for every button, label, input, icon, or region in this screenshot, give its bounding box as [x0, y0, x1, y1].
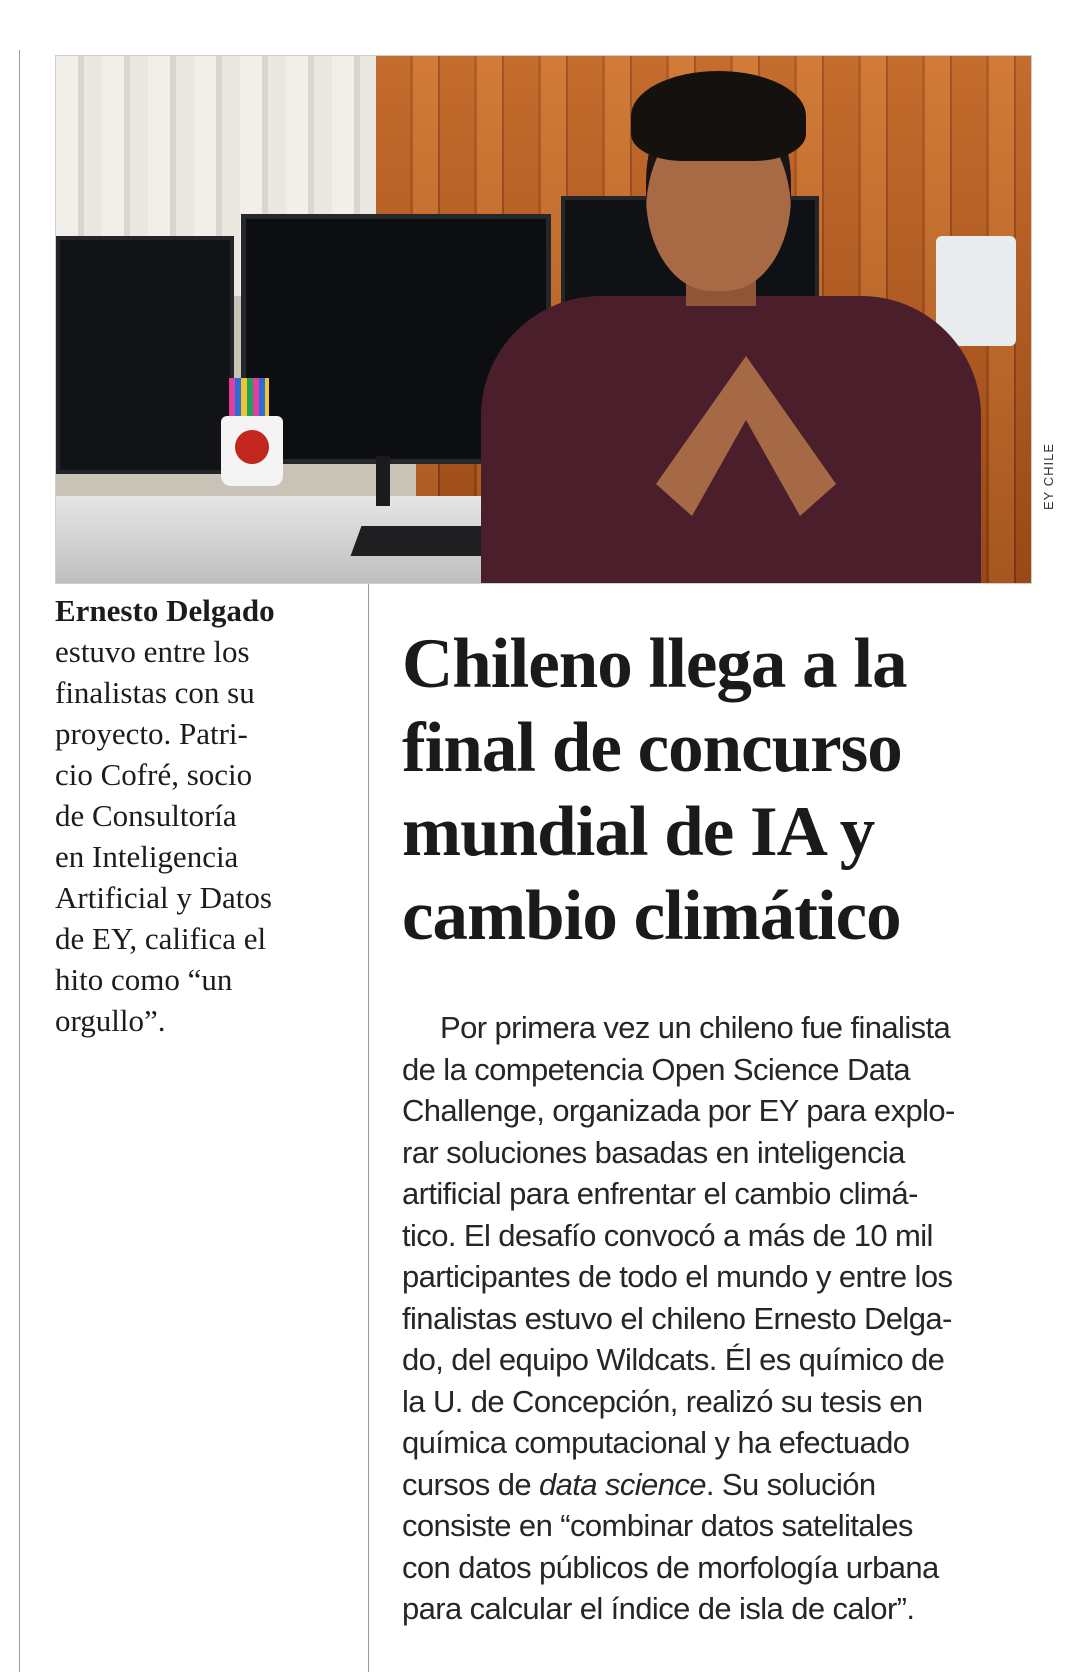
body-line: rar soluciones basadas en inteligencia — [402, 1134, 905, 1170]
body-line: la U. de Concepción, realizó su tesis en — [402, 1383, 923, 1419]
body-line: Challenge, organizada por EY para explo- — [402, 1093, 955, 1128]
caption-line: proyecto. Patri- — [55, 716, 248, 751]
body-line: de la competencia Open Science Data — [402, 1051, 911, 1087]
body-line: consiste en “combinar datos satelitales — [402, 1508, 913, 1543]
monitor-left — [56, 236, 234, 474]
router — [936, 236, 1016, 346]
caption-line: de EY, califica el — [55, 921, 267, 956]
photo-credit: EY CHILE — [1041, 442, 1056, 510]
photo-caption — [55, 590, 355, 1041]
body-text: cursos de — [402, 1466, 540, 1502]
article-headline — [402, 622, 1032, 958]
body-line: para calcular el índice de isla de calor”. — [402, 1591, 915, 1626]
headline-line: mundial de IA y — [402, 793, 875, 871]
article-body — [402, 1007, 1032, 1630]
body-italic-term: data science — [539, 1466, 706, 1502]
column-rule-left — [19, 50, 20, 1672]
body-line: Por primera vez un chileno fue finalista — [440, 1010, 951, 1045]
caption-name: Ernesto Delgado — [55, 593, 275, 628]
body-line: finalistas estuvo el chileno Ernesto Delga- — [402, 1300, 952, 1336]
pens — [229, 378, 269, 420]
caption-line: de Consultoría — [55, 798, 237, 833]
caption-line: finalistas con su — [55, 675, 255, 710]
article-photo — [55, 55, 1032, 584]
body-line: participantes de todo el mundo y entre los — [402, 1259, 953, 1294]
body-line: química computacional y ha efectuado — [402, 1425, 910, 1460]
caption-line: cio Cofré, socio — [55, 757, 253, 792]
caption-line: estuvo entre los — [55, 634, 250, 669]
body-text: . Su solución — [705, 1466, 876, 1502]
headline-line: cambio climático — [402, 877, 901, 955]
caption-line: orgullo”. — [55, 1003, 166, 1038]
monitor-stand — [376, 456, 390, 506]
headline-line: final de concurso — [402, 709, 902, 787]
headline-line: Chileno llega a la — [402, 625, 907, 703]
body-line-mixed — [402, 1464, 1032, 1506]
mug — [221, 416, 283, 486]
caption-line: en Inteligencia — [55, 839, 239, 874]
body-line: artificial para enfrentar el cambio climá- — [402, 1176, 918, 1211]
column-rule-middle — [368, 583, 369, 1672]
body-line: tico. El desafío convocó a más de 10 mil — [402, 1217, 933, 1253]
body-line: do, del equipo Wildcats. Él es químico de — [402, 1342, 945, 1377]
person-hair — [631, 71, 806, 161]
caption-line: Artificial y Datos — [55, 880, 272, 915]
caption-line: hito como “un — [55, 962, 233, 997]
body-line: con datos públicos de morfología urbana — [402, 1549, 939, 1585]
